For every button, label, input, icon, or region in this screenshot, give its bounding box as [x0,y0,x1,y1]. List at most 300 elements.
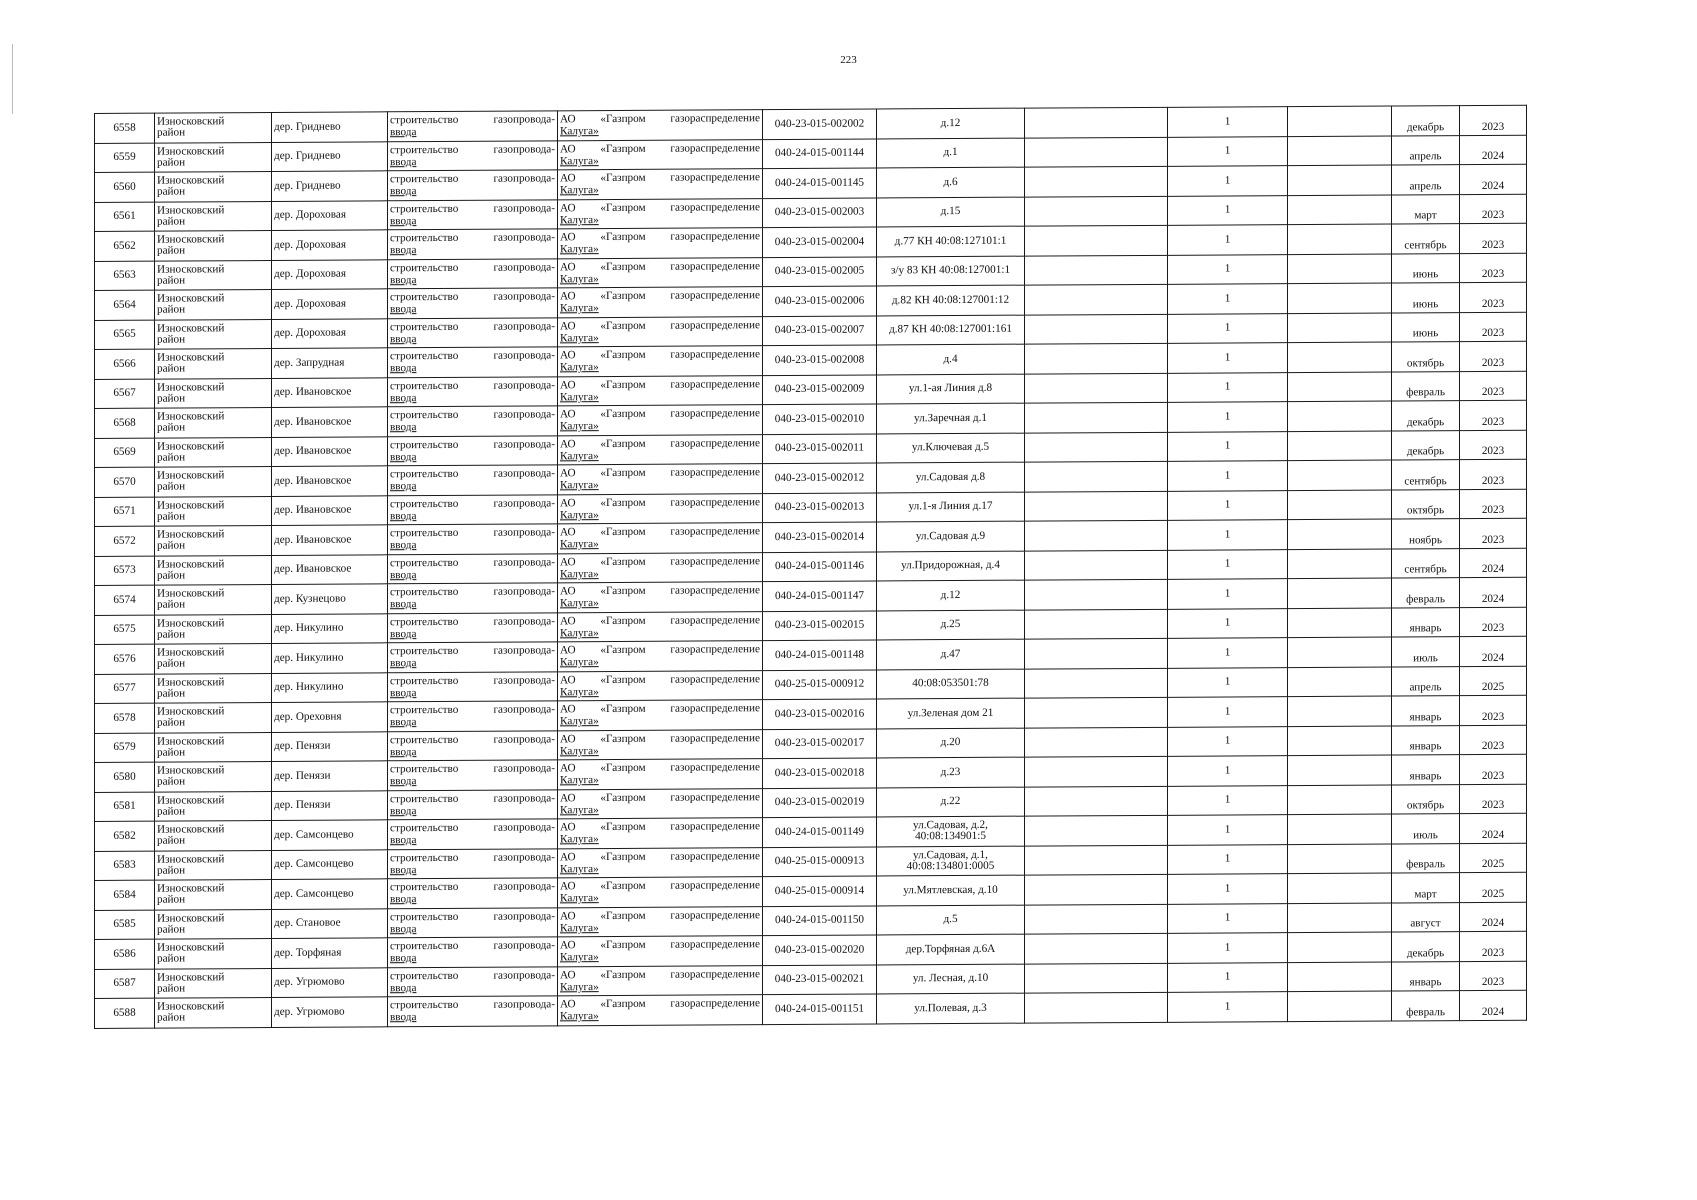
quantity-cell: 1 [1168,726,1288,756]
row-number: 6570 [95,467,155,497]
work-type-cell: строительство газопровода- ввода [388,937,558,967]
address-cell: ул.Полевая, д.3 [877,993,1025,1023]
row-number: 6572 [95,526,155,556]
work-type-cell: строительство газопровода- ввода [388,966,558,996]
quantity-cell: 1 [1168,431,1288,461]
quantity-cell: 1 [1168,962,1288,992]
registry-code-cell: 040-23-015-002007 [763,315,877,345]
district-cell: Износковский район [155,496,272,526]
district-cell: Износковский район [155,732,272,762]
empty-cell [1025,579,1168,609]
village-cell: дер. Дороховая [272,200,388,230]
registry-code-cell: 040-24-015-001145 [763,168,877,198]
row-number: 6568 [95,408,155,438]
row-number: 6578 [95,703,155,733]
district-cell: Износковский район [155,142,272,172]
organization-cell: АО «Газпром газораспределение Калуга» [558,759,763,790]
empty-cell [1025,874,1168,904]
district-cell: Износковский район [155,968,272,998]
organization-cell: АО «Газпром газораспределение Калуга» [558,700,763,731]
village-cell: дер. Ивановское [272,436,388,466]
quantity-cell: 1 [1168,490,1288,520]
quantity-cell: 1 [1168,166,1288,196]
year-cell: 2023 [1460,784,1527,814]
empty-cell [1025,432,1168,462]
address-cell: ул.Мятлевская, д.10 [877,875,1025,905]
organization-cell: АО «Газпром газораспределение Калуга» [558,375,763,406]
organization-cell: АО «Газпром газораспределение Калуга» [558,611,763,642]
organization-cell: АО «Газпром газораспределение Калуга» [558,169,763,200]
empty-cell [1025,343,1168,373]
empty-cell [1288,696,1392,726]
work-type-cell: строительство газопровода- ввода [388,848,558,878]
registry-code-cell: 040-23-015-002015 [763,610,877,640]
work-type-cell: строительство газопровода- ввода [388,819,558,849]
month-cell: август [1392,902,1460,932]
quantity-cell: 1 [1168,874,1288,904]
year-cell: 2024 [1460,164,1527,194]
month-cell: июнь [1392,283,1460,313]
empty-cell [1025,815,1168,845]
district-cell: Износковский район [155,378,272,408]
village-cell: дер. Гриднево [272,112,388,142]
organization-cell: АО «Газпром газораспределение Калуга» [558,641,763,672]
empty-cell [1288,991,1392,1021]
empty-cell [1025,255,1168,285]
year-cell: 2023 [1460,518,1527,548]
work-type-cell: строительство газопровода- ввода [388,583,558,613]
registry-code-cell: 040-23-015-002004 [763,227,877,257]
district-cell: Износковский район [155,820,272,850]
empty-cell [1288,755,1392,785]
year-cell: 2023 [1460,430,1527,460]
month-cell: январь [1392,607,1460,637]
year-cell: 2024 [1460,548,1527,578]
empty-cell [1025,727,1168,757]
year-cell: 2025 [1460,843,1527,873]
month-cell: февраль [1392,371,1460,401]
quantity-cell: 1 [1168,785,1288,815]
empty-cell [1288,873,1392,903]
village-cell: дер. Угрюмово [272,997,388,1027]
address-cell: д.12 [877,580,1025,610]
empty-cell [1288,932,1392,962]
quantity-cell: 1 [1168,254,1288,284]
year-cell: 2024 [1460,813,1527,843]
empty-cell [1288,814,1392,844]
address-cell: д.47 [877,639,1025,669]
registry-code-cell: 040-23-015-002021 [763,964,877,994]
page-number: 223 [840,54,857,66]
address-cell: дер.Торфяная д.6А [877,934,1025,964]
village-cell: дер. Торфяная [272,938,388,968]
address-cell: д.23 [877,757,1025,787]
registry-code-cell: 040-24-015-001149 [763,817,877,847]
year-cell: 2023 [1460,695,1527,725]
empty-cell [1025,668,1168,698]
quantity-cell: 1 [1168,461,1288,491]
row-number: 6574 [95,585,155,615]
district-cell: Износковский район [155,938,272,968]
empty-cell [1025,609,1168,639]
year-cell: 2023 [1460,400,1527,430]
address-cell: ул.Садовая д.9 [877,521,1025,551]
empty-cell [1288,224,1392,254]
district-cell: Износковский район [155,171,272,201]
month-cell: апрель [1392,135,1460,165]
row-number: 6576 [95,644,155,674]
address-cell: ул.Зеленая дом 21 [877,698,1025,728]
year-cell: 2024 [1460,577,1527,607]
month-cell: апрель [1392,165,1460,195]
registry-code-cell: 040-23-015-002019 [763,787,877,817]
empty-cell [1288,372,1392,402]
quantity-cell: 1 [1168,549,1288,579]
organization-cell: АО «Газпром газораспределение Калуга» [558,818,763,849]
row-number: 6566 [95,349,155,379]
quantity-cell: 1 [1168,195,1288,225]
village-cell: дер. Никулино [272,613,388,643]
village-cell: дер. Кузнецово [272,584,388,614]
row-number: 6573 [95,556,155,586]
empty-cell [1288,106,1392,136]
empty-cell [1025,638,1168,668]
district-cell: Износковский район [155,319,272,349]
row-number: 6585 [95,910,155,940]
month-cell: март [1392,873,1460,903]
village-cell: дер. Ивановское [272,407,388,437]
village-cell: дер. Ивановское [272,377,388,407]
empty-cell [1025,697,1168,727]
month-cell: июль [1392,637,1460,667]
quantity-cell: 1 [1168,313,1288,343]
month-cell: февраль [1392,578,1460,608]
row-number: 6584 [95,880,155,910]
month-cell: июль [1392,814,1460,844]
empty-cell [1288,667,1392,697]
year-cell: 2025 [1460,872,1527,902]
month-cell: сентябрь [1392,224,1460,254]
quantity-cell: 1 [1168,107,1288,137]
village-cell: дер. Ивановское [272,525,388,555]
month-cell: январь [1392,961,1460,991]
quantity-cell: 1 [1168,372,1288,402]
year-cell: 2023 [1460,754,1527,784]
organization-cell: АО «Газпром газораспределение Калуга» [558,995,763,1026]
year-cell: 2023 [1460,282,1527,312]
quantity-cell: 1 [1168,992,1288,1022]
year-cell: 2023 [1460,253,1527,283]
work-type-cell: строительство газопровода- ввода [388,553,558,583]
village-cell: дер. Никулино [272,643,388,673]
organization-cell: АО «Газпром газораспределение Калуга» [558,346,763,377]
organization-cell: АО «Газпром газораспределение Калуга» [558,198,763,229]
registry-code-cell: 040-23-015-002018 [763,758,877,788]
empty-cell [1025,402,1168,432]
work-type-cell: строительство газопровода- ввода [388,288,558,318]
empty-cell [1288,549,1392,579]
work-type-cell: строительство газопровода- ввода [388,494,558,524]
address-cell: д.87 КН 40:08:127001:161 [877,315,1025,345]
registry-code-cell: 040-25-015-000913 [763,846,877,876]
registry-code-cell: 040-24-015-001144 [763,138,877,168]
organization-cell: АО «Газпром газораспределение Калуга» [558,110,763,141]
work-type-cell: строительство газопровода- ввода [388,317,558,347]
empty-cell [1025,284,1168,314]
organization-cell: АО «Газпром газораспределение Калуга» [558,936,763,967]
district-cell: Износковский район [155,466,272,496]
village-cell: дер. Никулино [272,672,388,702]
district-cell: Износковский район [155,112,272,142]
empty-cell [1288,342,1392,372]
quantity-cell: 1 [1168,520,1288,550]
quantity-cell: 1 [1168,933,1288,963]
organization-cell: АО «Газпром газораспределение Калуга» [558,552,763,583]
month-cell: октябрь [1392,342,1460,372]
address-cell: д.6 [877,167,1025,197]
empty-cell [1288,519,1392,549]
empty-cell [1025,786,1168,816]
empty-cell [1288,578,1392,608]
work-type-cell: строительство газопровода- ввода [388,258,558,288]
district-cell: Износковский район [155,289,272,319]
empty-cell [1288,401,1392,431]
month-cell: декабрь [1392,932,1460,962]
month-cell: декабрь [1392,106,1460,136]
month-cell: ноябрь [1392,519,1460,549]
empty-cell [1288,254,1392,284]
empty-cell [1288,283,1392,313]
registry-code-cell: 040-23-015-002016 [763,699,877,729]
month-cell: январь [1392,696,1460,726]
registry-code-cell: 040-23-015-002013 [763,492,877,522]
organization-cell: АО «Газпром газораспределение Калуга» [558,228,763,259]
organization-cell: АО «Газпром газораспределение Калуга» [558,670,763,701]
organization-cell: АО «Газпром газораспределение Калуга» [558,464,763,495]
address-cell: д.15 [877,197,1025,227]
month-cell: сентябрь [1392,460,1460,490]
address-cell: ул.Садовая, д.1, 40:08:134801:0005 [877,846,1025,876]
row-number: 6567 [95,379,155,409]
empty-cell [1025,933,1168,963]
quantity-cell: 1 [1168,756,1288,786]
work-type-cell: строительство газопровода- ввода [388,878,558,908]
work-type-cell: строительство газопровода- ввода [388,996,558,1026]
year-cell: 2023 [1460,725,1527,755]
district-cell: Износковский район [155,643,272,673]
village-cell: дер. Гриднево [272,171,388,201]
organization-cell: АО «Газпром газораспределение Калуга» [558,788,763,819]
work-type-cell: строительство газопровода- ввода [388,524,558,554]
row-number: 6564 [95,290,155,320]
empty-cell [1025,107,1168,137]
work-type-cell: строительство газопровода- ввода [388,730,558,760]
district-cell: Износковский район [155,260,272,290]
row-number: 6580 [95,762,155,792]
quantity-cell: 1 [1168,815,1288,845]
district-cell: Износковский район [155,407,272,437]
year-cell: 2023 [1460,961,1527,991]
row-number: 6558 [95,113,155,143]
empty-cell [1288,962,1392,992]
address-cell: д.20 [877,728,1025,758]
village-cell: дер. Ореховня [272,702,388,732]
registry-code-cell: 040-24-015-001150 [763,905,877,935]
work-type-cell: строительство газопровода- ввода [388,170,558,200]
district-cell: Износковский район [155,997,272,1027]
registry-code-cell: 040-23-015-002011 [763,433,877,463]
row-number: 6587 [95,969,155,999]
work-type-cell: строительство газопровода- ввода [388,406,558,436]
year-cell: 2023 [1460,105,1527,135]
month-cell: январь [1392,755,1460,785]
district-cell: Износковский район [155,702,272,732]
year-cell: 2023 [1460,371,1527,401]
village-cell: дер. Угрюмово [272,967,388,997]
address-cell: ул.Садовая, д.2, 40:08:134901:5 [877,816,1025,846]
address-cell: д.77 КН 40:08:127101:1 [877,226,1025,256]
month-cell: июнь [1392,312,1460,342]
village-cell: дер. Запрудная [272,348,388,378]
organization-cell: АО «Газпром газораспределение Калуга» [558,877,763,908]
work-type-cell: строительство газопровода- ввода [388,760,558,790]
address-cell: ул.1-ая Линия д.8 [877,374,1025,404]
district-cell: Износковский район [155,230,272,260]
work-type-cell: строительство газопровода- ввода [388,671,558,701]
empty-cell [1025,992,1168,1022]
organization-cell: АО «Газпром газораспределение Калуга» [558,405,763,436]
village-cell: дер. Дороховая [272,230,388,260]
year-cell: 2024 [1460,990,1527,1020]
registry-code-cell: 040-23-015-002005 [763,256,877,286]
registry-code-cell: 040-24-015-001146 [763,551,877,581]
quantity-cell: 1 [1168,136,1288,166]
village-cell: дер. Самсонцево [272,820,388,850]
address-cell: ул.Садовая д.8 [877,462,1025,492]
month-cell: июнь [1392,253,1460,283]
address-cell: ул.Ключевая д.5 [877,433,1025,463]
registry-code-cell: 040-25-015-000912 [763,669,877,699]
district-cell: Износковский район [155,348,272,378]
organization-cell: АО «Газпром газораспределение Калуга» [558,287,763,318]
village-cell: дер. Пенязи [272,731,388,761]
registry-code-cell: 040-23-015-002010 [763,404,877,434]
district-cell: Износковский район [155,879,272,909]
year-cell: 2023 [1460,223,1527,253]
work-type-cell: строительство газопровода- ввода [388,229,558,259]
quantity-cell: 1 [1168,697,1288,727]
organization-cell: АО «Газпром газораспределение Калуга» [558,139,763,170]
address-cell: ул. Лесная, д.10 [877,964,1025,994]
quantity-cell: 1 [1168,844,1288,874]
row-number: 6586 [95,939,155,969]
row-number: 6561 [95,202,155,232]
district-cell: Износковский район [155,761,272,791]
year-cell: 2024 [1460,636,1527,666]
address-cell: д.4 [877,344,1025,374]
row-number: 6571 [95,497,155,527]
empty-cell [1025,225,1168,255]
village-cell: дер. Дороховая [272,259,388,289]
village-cell: дер. Дороховая [272,289,388,319]
quantity-cell: 1 [1168,667,1288,697]
registry-code-cell: 040-24-015-001147 [763,581,877,611]
registry-code-cell: 040-24-015-001148 [763,640,877,670]
empty-cell [1288,785,1392,815]
registry-code-cell: 040-24-015-001151 [763,994,877,1024]
empty-cell [1288,195,1392,225]
row-number: 6583 [95,851,155,881]
work-type-cell: строительство газопровода- ввода [388,199,558,229]
work-type-cell: строительство газопровода- ввода [388,789,558,819]
month-cell: февраль [1392,991,1460,1021]
empty-cell [1288,136,1392,166]
district-cell: Износковский район [155,555,272,585]
empty-cell [1025,314,1168,344]
year-cell: 2023 [1460,341,1527,371]
work-type-cell: строительство газопровода- ввода [388,140,558,170]
row-number: 6559 [95,143,155,173]
row-number: 6577 [95,674,155,704]
quantity-cell: 1 [1168,402,1288,432]
year-cell: 2023 [1460,459,1527,489]
work-type-cell: строительство газопровода- ввода [388,612,558,642]
quantity-cell: 1 [1168,903,1288,933]
work-type-cell: строительство газопровода- ввода [388,435,558,465]
year-cell: 2023 [1460,931,1527,961]
village-cell: дер. Ивановское [272,554,388,584]
month-cell: апрель [1392,666,1460,696]
empty-cell [1025,756,1168,786]
organization-cell: АО «Газпром газораспределение Калуга» [558,729,763,760]
district-cell: Износковский район [155,437,272,467]
work-type-cell: строительство газопровода- ввода [388,701,558,731]
address-cell: д.1 [877,138,1025,168]
empty-cell [1288,431,1392,461]
address-cell: ул.Придорожная, д.4 [877,551,1025,581]
empty-cell [1288,490,1392,520]
registry-code-cell: 040-23-015-002020 [763,935,877,965]
empty-cell [1025,904,1168,934]
district-cell: Износковский район [155,201,272,231]
empty-cell [1025,196,1168,226]
empty-cell [1288,313,1392,343]
registry-code-cell: 040-25-015-000914 [763,876,877,906]
registry-code-cell: 040-23-015-002012 [763,463,877,493]
village-cell: дер. Дороховая [272,318,388,348]
empty-cell [1025,166,1168,196]
district-cell: Износковский район [155,673,272,703]
village-cell: дер. Гриднево [272,141,388,171]
address-cell: ул.Заречная д.1 [877,403,1025,433]
row-number: 6582 [95,821,155,851]
empty-cell [1025,963,1168,993]
address-cell: д.22 [877,787,1025,817]
address-cell: 40:08:053501:78 [877,669,1025,699]
year-cell: 2023 [1460,607,1527,637]
organization-cell: АО «Газпром газораспределение Калуга» [558,523,763,554]
row-number: 6579 [95,733,155,763]
district-cell: Износковский район [155,909,272,939]
empty-cell [1025,461,1168,491]
row-number: 6563 [95,261,155,291]
village-cell: дер. Ивановское [272,466,388,496]
month-cell: январь [1392,725,1460,755]
address-cell: з/у 83 КН 40:08:127001:1 [877,256,1025,286]
registry-code-cell: 040-23-015-002006 [763,286,877,316]
year-cell: 2023 [1460,194,1527,224]
organization-cell: АО «Газпром газораспределение Калуга» [558,434,763,465]
